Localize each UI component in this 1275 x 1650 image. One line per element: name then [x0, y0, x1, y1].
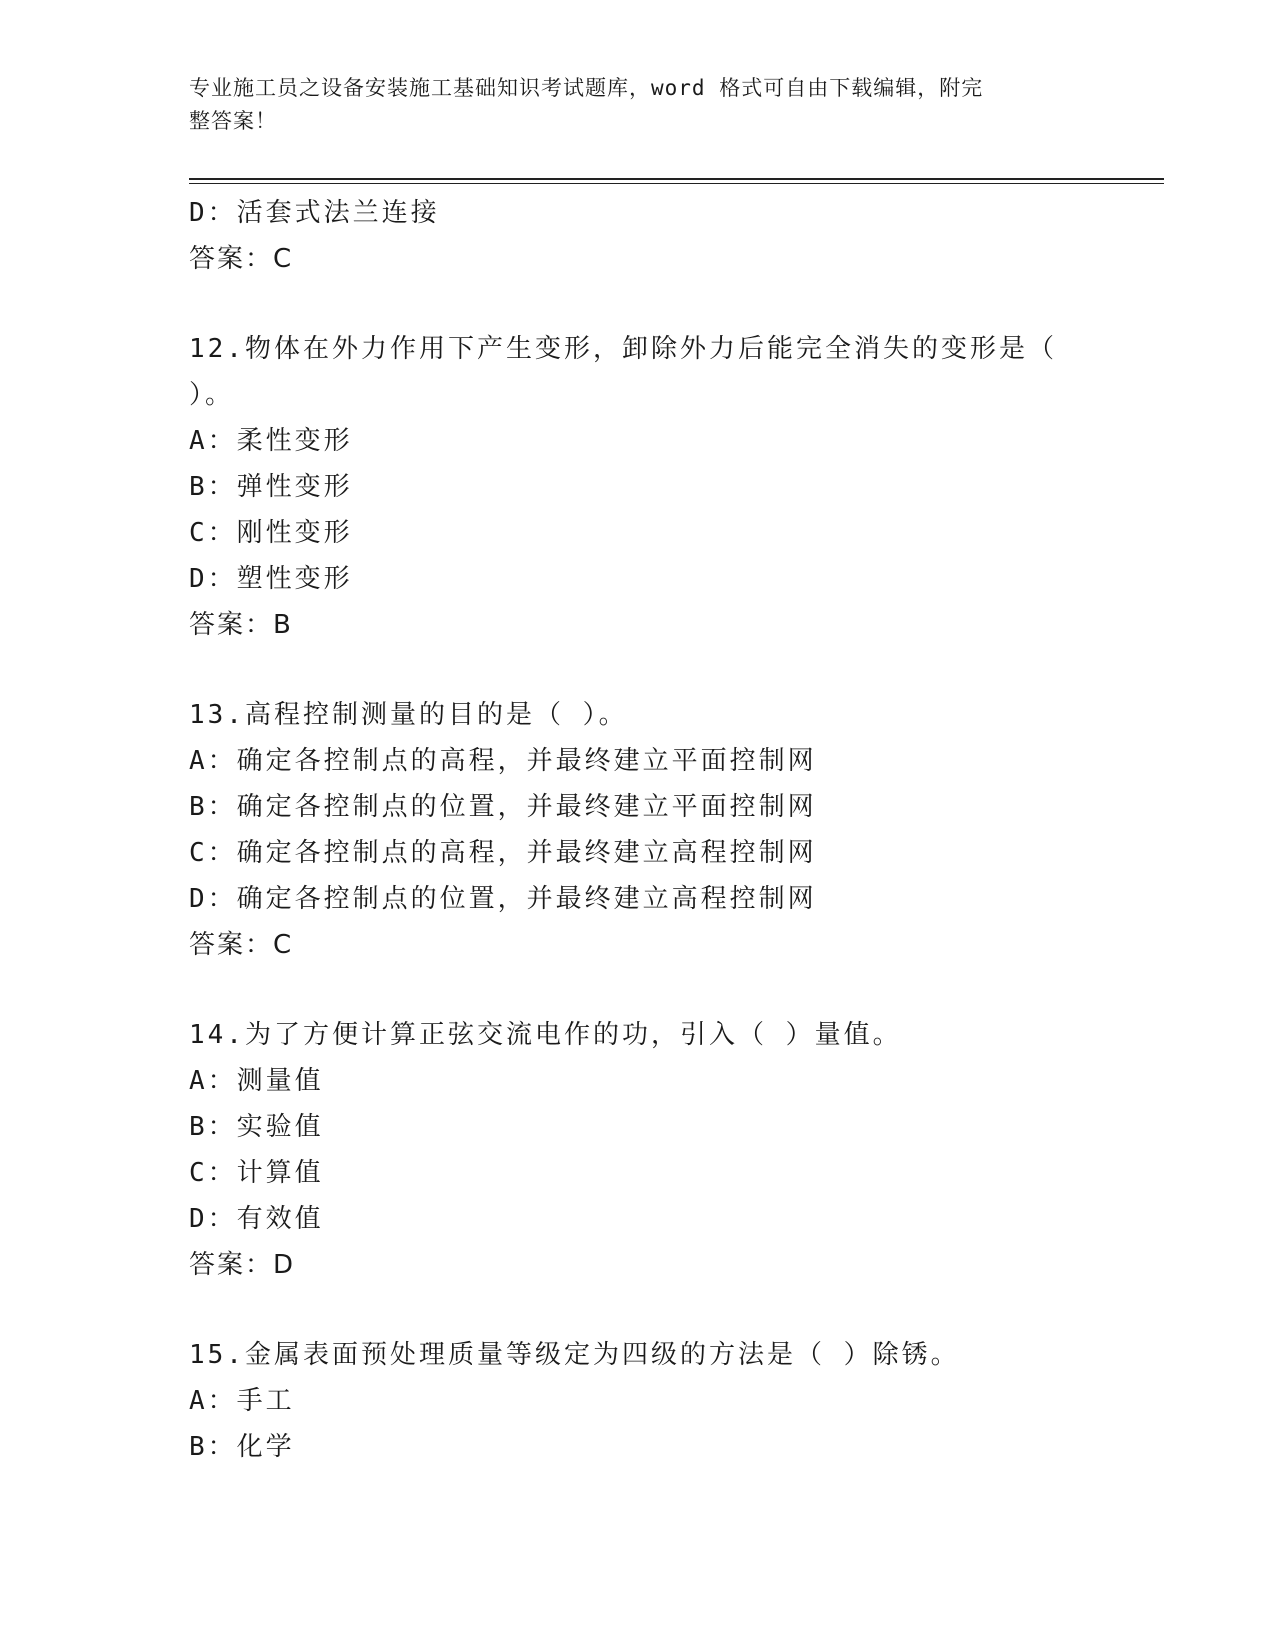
question-stem-line-1: 13.高程控制测量的目的是（ ）。	[189, 700, 628, 730]
option-a: A：手工	[189, 1386, 295, 1416]
header-divider-thin	[189, 183, 1164, 184]
option-b: B：弹性变形	[189, 472, 353, 502]
option-c: C：计算值	[189, 1158, 324, 1188]
option-d: D：塑性变形	[189, 564, 353, 594]
option-d: D：有效值	[189, 1204, 324, 1234]
question-13	[189, 692, 1119, 968]
question-14	[189, 1012, 1119, 1288]
question-15	[189, 1332, 1119, 1470]
option-c: C：刚性变形	[189, 518, 353, 548]
option-c: C：确定各控制点的高程，并最终建立高程控制网	[189, 838, 817, 868]
question-stem-line-1: 12.物体在外力作用下产生变形，卸除外力后能完全消失的变形是（	[189, 334, 1057, 364]
question-12	[189, 326, 1119, 648]
option-a: A：柔性变形	[189, 426, 353, 456]
prev-option-d: D：活套式法兰连接	[189, 198, 440, 228]
answer: 答案：D	[189, 1250, 296, 1280]
question-stem-line-1: 14.为了方便计算正弦交流电作的功，引入（ ）量值。	[189, 1020, 902, 1050]
option-a: A：测量值	[189, 1066, 324, 1096]
option-d: D：确定各控制点的位置，并最终建立高程控制网	[189, 884, 817, 914]
answer: 答案：B	[189, 610, 293, 640]
option-b: B：化学	[189, 1432, 295, 1462]
option-b: B：确定各控制点的位置，并最终建立平面控制网	[189, 792, 817, 822]
document-header	[189, 72, 1089, 138]
question-stem-line-1: 15.金属表面预处理质量等级定为四级的方法是（ ）除锈。	[189, 1340, 960, 1370]
question-stem-line-2: ）。	[189, 380, 235, 410]
answer: 答案：C	[189, 930, 294, 960]
header-divider-thick	[189, 178, 1164, 180]
header-title-line-1: 专业施工员之设备安装施工基础知识考试题库，word 格式可自由下载编辑，附完	[189, 76, 984, 100]
header-title-line-2: 整答案！	[189, 109, 277, 133]
option-b: B：实验值	[189, 1112, 324, 1142]
option-a: A：确定各控制点的高程，并最终建立平面控制网	[189, 746, 817, 776]
prev-answer: 答案：C	[189, 244, 294, 274]
document-content	[189, 190, 1119, 1470]
